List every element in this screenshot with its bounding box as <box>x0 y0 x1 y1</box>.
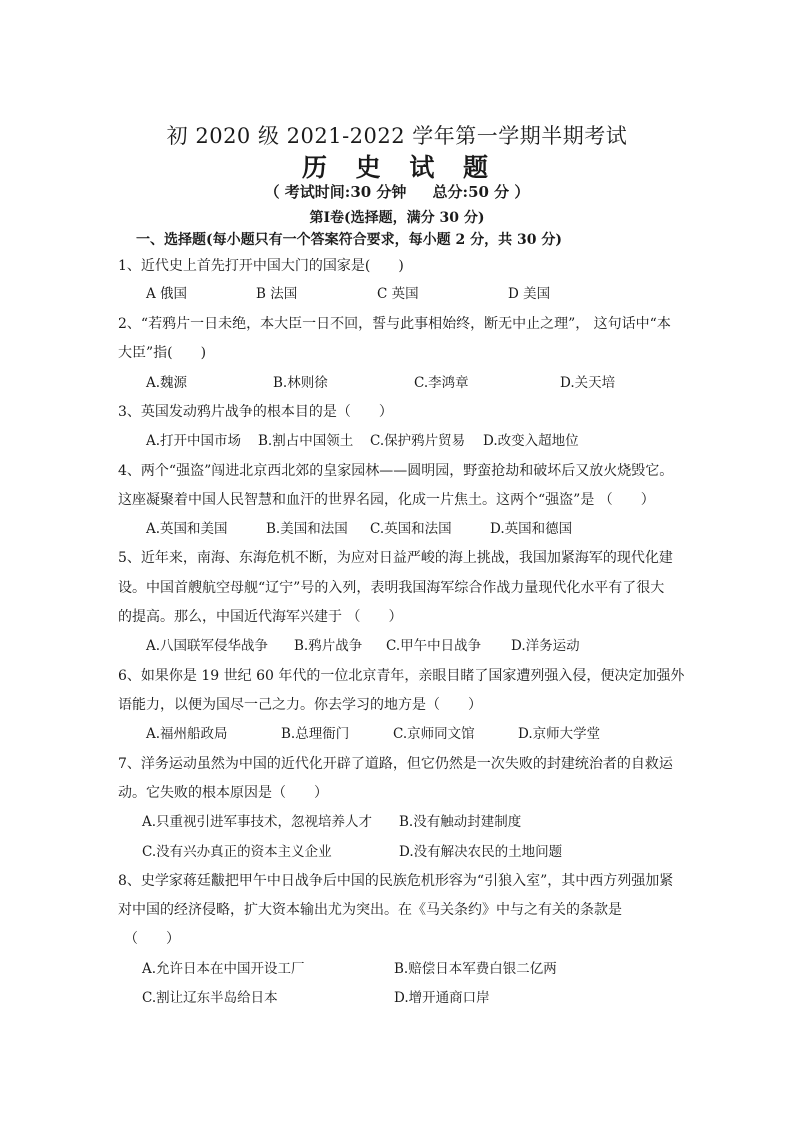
question-2-line-2: 大臣”指( ) <box>118 345 207 361</box>
question-8-option-c: C.割让辽东半岛给日本 <box>142 990 278 1006</box>
part-title: 第Ⅰ卷(选择题，满分 30 分) <box>309 210 485 226</box>
question-6-option-b: B.总理衙门 <box>281 726 350 742</box>
question-4-option-c: C.英国和法国 <box>370 521 452 537</box>
question-7-option-d: D.没有解决农民的土地问题 <box>399 844 563 860</box>
question-5-option-c: C.甲午中日战争 <box>386 638 482 654</box>
exam-title: 初 2020 级 2021-2022 学年第一学期半期考试 <box>166 124 628 148</box>
question-4-option-b: B.美国和法国 <box>266 521 348 537</box>
question-4-option-a: A.英国和美国 <box>146 521 228 537</box>
question-5-line-1: 5、近年来，南海、东海危机不断，为应对日益严峻的海上挑战，我国加紧海军的现代化建 <box>118 550 673 566</box>
question-1-option-c: C 英国 <box>377 286 419 302</box>
question-4-line-1: 4、两个“强盗”闯进北京西北郊的皇家园林——圆明园，野蛮抢劫和破坏后又放火烧毁它。 <box>118 463 674 479</box>
question-8-line-2: 对中国的经济侵略，扩大资本输出尤为突出。在《马关条约》中与之有关的条款是 <box>118 902 622 918</box>
question-1-option-d: D 美国 <box>508 286 551 302</box>
question-3-option-d: D.改变入超地位 <box>483 433 579 449</box>
question-8-option-a: A.允许日本在中国开设工厂 <box>142 961 305 977</box>
question-3-option-a: A.打开中国市场 <box>146 433 242 449</box>
question-2-option-c: C.李鸿章 <box>414 375 469 391</box>
question-6-line-1: 6、如果你是 19 世纪 60 年代的一位北京青年，亲眼目睹了国家遭列强入侵，便决定加强外 <box>118 668 685 684</box>
question-7-line-1: 7、洋务运动虽然为中国的近代化开辟了道路，但它仍然是一次失败的封建统治者的自救运 <box>118 756 673 772</box>
question-1-line-1: 1、近代史上首先打开中国大门的国家是( ) <box>118 258 404 274</box>
question-7-option-c: C.没有兴办真正的资本主义企业 <box>142 844 332 860</box>
exam-info: （ 考试时间:30 分钟 总分:50 分 ） <box>264 183 530 201</box>
question-8-line-1: 8、史学家蒋廷黻把甲午中日战争后中国的民族危机形容为“引狼入室”，其中西方列强加紧 <box>118 873 674 889</box>
section-title: 一、选择题(每小题只有一个答案符合要求，每小题 2 分，共 30 分) <box>136 232 562 248</box>
question-8-line-3: （ ） <box>124 931 180 947</box>
question-3-line-1: 3、英国发动鸦片战争的根本目的是（ ） <box>118 404 393 420</box>
question-6-option-c: C.京师同文馆 <box>393 726 475 742</box>
question-5-option-d: D.洋务运动 <box>511 638 580 654</box>
question-6-line-2: 语能力，以便为国尽一己之力。你去学习的地方是（ ） <box>118 697 482 713</box>
question-4-line-2: 这座凝聚着中国人民智慧和血汗的世界名园，化成一片焦土。这两个“强盗”是 （ ） <box>118 492 655 508</box>
question-7-option-a: A.只重视引进军事技术，忽视培养人才 <box>142 814 373 830</box>
question-8-option-b: B.赔偿日本军费白银二亿两 <box>394 961 557 977</box>
question-5-option-b: B.鸦片战争 <box>294 638 363 654</box>
question-5-option-a: A.八国联军侵华战争 <box>146 638 269 654</box>
question-2-option-a: A.魏源 <box>146 375 188 391</box>
question-1-option-a: A 俄国 <box>146 286 188 302</box>
question-8-option-d: D.增开通商口岸 <box>394 990 490 1006</box>
question-5-line-2: 设。中国首艘航空母舰“辽宁”号的入列，表明我国海军综合作战力量现代化水平有了很大 <box>118 580 665 596</box>
question-6-option-a: A.福州船政局 <box>146 726 228 742</box>
question-3-option-b: B.割占中国领土 <box>258 433 354 449</box>
question-3-option-c: C.保护鸦片贸易 <box>370 433 466 449</box>
subject-title: 历 史 试 题 <box>301 153 499 182</box>
question-2-option-b: B.林则徐 <box>273 375 328 391</box>
question-2-line-1: 2、“若鸦片一日未绝，本大臣一日不回，誓与此事相始终，断无中止之理”， 这句话中“本 <box>118 316 671 332</box>
question-2-option-d: D.关天培 <box>560 375 616 391</box>
question-5-line-3: 的提高。那么，中国近代海军兴建于 （ ） <box>118 609 403 625</box>
question-1-option-b: B 法国 <box>256 286 298 302</box>
question-7-line-2: 动。它失败的根本原因是（ ） <box>118 785 328 801</box>
question-4-option-d: D.英国和德国 <box>490 521 573 537</box>
question-7-option-b: B.没有触动封建制度 <box>399 814 522 830</box>
question-6-option-d: D.京师大学堂 <box>518 726 601 742</box>
